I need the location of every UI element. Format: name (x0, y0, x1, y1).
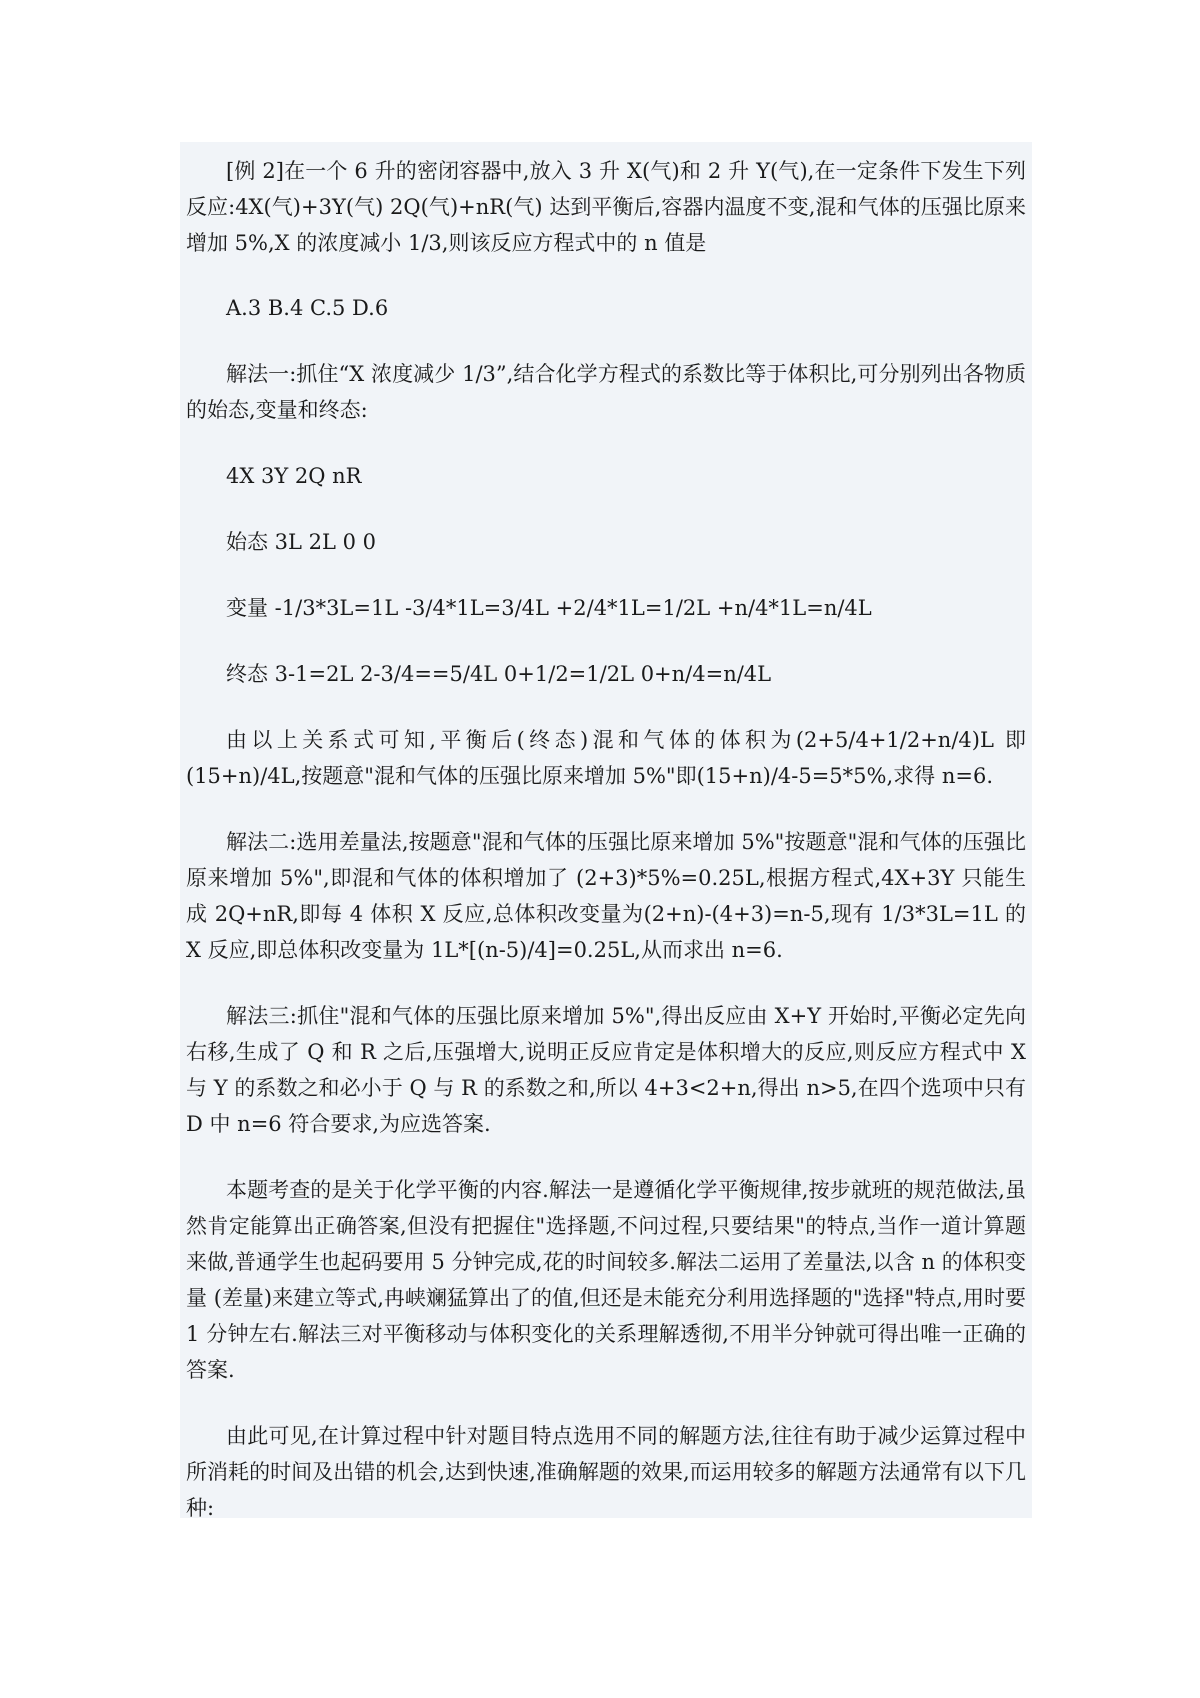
initial-state-row: 始态 3L 2L 0 0 (226, 530, 377, 554)
example-question: [例 2]在一个 6 升的密闭容器中,放入 3 升 X(气)和 2 升 Y(气),在一定条件下发生下列反应:4X(气)+3Y(气) 2Q(气)+nR(气) 达到平衡后,容器内温度不变,混和气体的压强比原来增加 5%,X 的浓度减小 1/3,则该反应方程式中的 n 值是 (186, 159, 1026, 255)
method-two: 解法二:选用差量法,按题意"混和气体的压强比原来增加 5%"按题意"混和气体的压强比原来增加 5%",即混和气体的体积增加了 (2+3)*5%=0.25L,根据方程式,4X+3Y 只能生成 2Q+nR,即每 4 体积 X 反应,总体积改变量为(2+n)-(4+3)=n-5,现有 1/3*3L=1L 的 X 反应,即总体积改变量为 1L*[(n-5)/4]=0.25L,从而求出 n=6. (186, 830, 1026, 962)
final-state-row: 终态 3-1=2L 2-3/4==5/4L 0+1/2=1/2L 0+n/4=n/4L (226, 662, 772, 686)
equation-header: 4X 3Y 2Q nR (226, 464, 362, 488)
summary-paragraph: 由此可见,在计算过程中针对题目特点选用不同的解题方法,往往有助于减少运算过程中所消耗的时间及出错的机会,达到快速,准确解题的效果,而运用较多的解题方法通常有以下几种: (186, 1424, 1026, 1520)
change-row: 变量 -1/3*3L=1L -3/4*1L=3/4L +2/4*1L=1/2L +n/4*1L=n/4L (226, 596, 872, 620)
document-body (186, 153, 1026, 1526)
method-one-conclusion: 由以上关系式可知,平衡后(终态)混和气体的体积为(2+5/4+1/2+n/4)L 即(15+n)/4L,按题意"混和气体的压强比原来增加 5%"即(15+n)/4-5=5*5%,求得 n=6. (186, 728, 1026, 788)
method-one-intro: 解法一:抓住“X 浓度减少 1/3”,结合化学方程式的系数比等于体积比,可分别列出各物质的始态,变量和终态: (186, 362, 1026, 422)
method-three: 解法三:抓住"混和气体的压强比原来增加 5%",得出反应由 X+Y 开始时,平衡必定先向右移,生成了 Q 和 R 之后,压强增大,说明正反应肯定是体积增大的反应,则反应方程式中 X 与 Y 的系数之和必小于 Q 与 R 的系数之和,所以 4+3<2+n,得出 n>5,在四个选项中只有 D 中 n=6 符合要求,为应选答案. (186, 1004, 1026, 1136)
analysis-paragraph: 本题考查的是关于化学平衡的内容.解法一是遵循化学平衡规律,按步就班的规范做法,虽然肯定能算出正确答案,但没有把握住"选择题,不问过程,只要结果"的特点,当作一道计算题来做,普通学生也起码要用 5 分钟完成,花的时间较多.解法二运用了差量法,以含 n 的体积变量 (差量)来建立等式,冉峡斓猛算出了的值,但还是未能充分利用选择题的"选择"特点,用时要 1 分钟左右.解法三对平衡移动与体积变化的关系理解透彻,不用半分钟就可得出唯一正确的答案. (186, 1178, 1026, 1382)
answer-options: A.3 B.4 C.5 D.6 (226, 296, 389, 320)
